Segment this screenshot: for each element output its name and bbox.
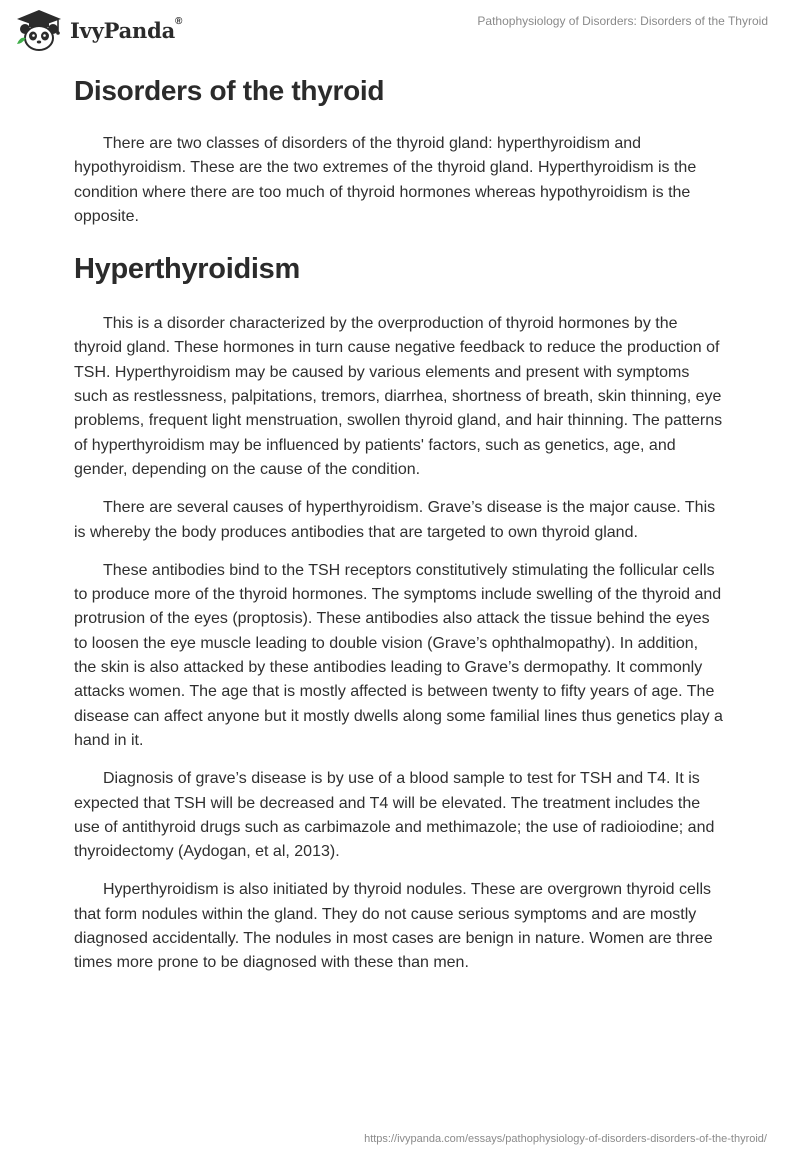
panda-graduation-cap-icon — [14, 8, 64, 52]
source-url[interactable]: https://ivypanda.com/essays/pathophysiology-of-disorders-disorders-of-the-thyroid/ — [364, 1133, 767, 1145]
paragraph: Diagnosis of grave’s disease is by use of a blood sample to test for TSH and T4. It is expected that TSH will be decreased and T4 will be elevated. The treatment includes the use of antithyroid drugs such as carbimazole and methimazole; the use of radioiodine; and thyroidectomy (Aydogan, et al, 2013). — [74, 770, 715, 861]
intro-paragraph: There are two classes of disorders of the thyroid gland: hyperthyroidism and hypothyroidism. These are the two extremes of the thyroid gland. Hyperthyroidism is the condition where there are too much of thyroid hormones whereas hypothyroidism is the opposite. — [74, 135, 697, 225]
page-title: Disorders of the thyroid — [74, 75, 385, 106]
paragraph: Hyperthyroidism is also initiated by thyroid nodules. These are overgrown thyroid cells that form nodules within the gland. They do not cause serious symptoms and are mostly diagnosed accidentally. The nodules in most cases are benign in nature. Women are three times more prone to be diagnosed with these than men. — [74, 881, 713, 972]
article-body — [74, 74, 724, 990]
paragraph: This is a disorder characterized by the overproduction of thyroid hormones by the thyroid gland. These hormones in turn cause negative feedback to reduce the production of TSH. Hyperthyroidism may be caused by various elements and present with symptoms such as restlessness, palpitations, tremors, diarrhea, shortness of breath, skin thinning, eye problems, frequent light menstruation, swollen thyroid gland, and hair thinning. The patterns of hyperthyroidism may be influenced by patients' factors, such as genetics, age, and gender, depending on the cause of the condition. — [74, 315, 723, 478]
section-heading: Hyperthyroidism — [74, 253, 300, 286]
page-header — [0, 0, 800, 60]
paragraph: There are several causes of hyperthyroidism. Grave’s disease is the major cause. This is whereby the body produces antibodies that are targeted to own thyroid gland. — [74, 499, 716, 541]
logo[interactable] — [14, 8, 182, 52]
paragraph: These antibodies bind to the TSH receptors constitutively stimulating the follicular cells to produce more of the thyroid hormones. The symptoms include swelling of the thyroid and protrusion of the eyes (proptosis). These antibodies also attack the tissue behind the eyes to loosen the eye muscle leading to double vision (Grave’s ophthalmopathy). In addition, the skin is also attacked by these antibodies leading to Grave’s dermopathy. It commonly attacks women. The age that is mostly affected is between twenty to fifty years of age. The disease can affect anyone but it mostly dwells along some familial lines thus genetics play a hand in it. — [74, 561, 723, 749]
logo-text: IvyPanda® — [70, 15, 183, 43]
document-title: Pathophysiology of Disorders: Disorders of the Thyroid — [477, 14, 768, 28]
